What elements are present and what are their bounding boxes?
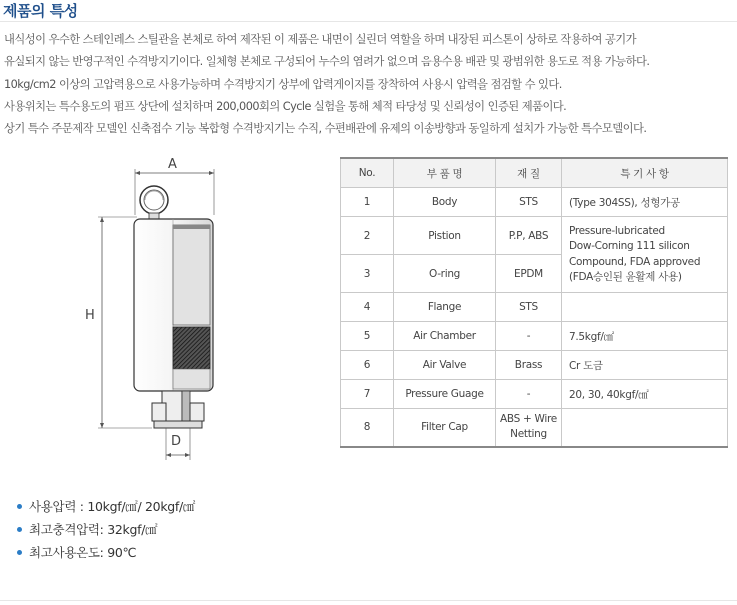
cell-part: Pressure Guage [394,380,496,409]
table-row [341,188,728,217]
cell-material: STS [496,293,562,322]
spec-text: 최고충격압력: 32kgf/㎠ [29,522,158,537]
cell-note: Cr 도금 [562,351,728,380]
parts-spec-table [340,157,728,448]
water-hammer-arrestor-drawing [82,155,302,465]
header-no: No. [341,158,394,188]
table-row [341,351,728,380]
cell-material: Brass [496,351,562,380]
product-description [4,29,734,140]
bullet-icon [17,550,22,555]
cell-material: P.P, ABS [496,217,562,255]
product-drawing [82,155,302,465]
cell-no: 5 [341,322,394,351]
list-item [17,541,195,564]
description-line: 내식성이 우수한 스테인레스 스틸관을 본체로 하여 제작된 이 제품은 내면이 실린더 역할을 하며 내장된 피스톤이 상하로 작용하여 공기가 [4,33,637,46]
note-line: Compound, FDA approved [569,255,701,268]
note-line: (FDA승인된 윤활제 사용) [569,271,682,283]
bullet-icon [17,527,22,532]
list-item [17,495,195,518]
spec-summary-list [17,495,195,564]
note-line: Dow-Corning 111 silicon [569,240,690,252]
cell-note: 20, 30, 40kgf/㎠ [562,380,728,409]
cell-part: O-ring [394,255,496,293]
cell-note: (Type 304SS), 성형가공 [562,188,728,217]
cell-material: EPDM [496,255,562,293]
cell-part: Pistion [394,217,496,255]
cell-note [562,293,728,322]
table-row [341,293,728,322]
section-title: 제품의 특성 [3,2,78,20]
material-line: Netting [510,428,547,441]
dimension-d-label: D [171,434,182,449]
table-row [341,380,728,409]
cell-no: 2 [341,217,394,255]
cell-part: Air Valve [394,351,496,380]
table-row [341,322,728,351]
cell-no: 8 [341,409,394,447]
bottom-divider [0,600,737,601]
cell-part: Flange [394,293,496,322]
header-material: 재 질 [496,158,562,188]
cell-part: Filter Cap [394,409,496,447]
list-item [17,518,195,541]
note-line: Pressure-lubricated [569,224,665,237]
cell-material: - [496,322,562,351]
table-row [341,409,728,447]
cell-no: 4 [341,293,394,322]
table-header-row [341,158,728,188]
cell-no: 7 [341,380,394,409]
cell-material: STS [496,188,562,217]
description-line: 10kg/cm2 이상의 고압력용으로 사용가능하며 수격방지기 상부에 압력게이지를 장착하여 사용시 압력을 점검할 수 있다. [4,77,562,91]
header-notes: 특 기 사 항 [562,158,728,188]
title-divider [0,21,737,22]
cell-material [496,409,562,447]
cell-note [562,409,728,447]
cell-note-merged [562,217,728,293]
description-line: 상기 특수 주문제작 모델인 신축접수 기능 복합형 수격방지기는 수직, 수편배관에 유제의 이송방향과 동일하게 설치가 가능한 특수모델이다. [4,122,647,136]
description-line: 사용위치는 특수용도의 펌프 상단에 설치하며 200,000회의 Cycle 실험을 통해 체적 타당성 및 신뢰성이 인증된 제품이다. [4,99,567,113]
spec-text: 사용압력 : 10kgf/㎠/ 20kgf/㎠ [29,499,196,514]
cell-material: - [496,380,562,409]
cell-no: 6 [341,351,394,380]
spec-text: 최고사용온도: 90℃ [29,545,137,560]
dimension-a-label: A [168,157,177,172]
description-line: 유실되지 않는 반영구적인 수격방지기이다. 일체형 본체로 구성되어 누수의 염려가 없으며 음용수용 배관 및 광범위한 용도로 적용 가능하다. [4,55,650,69]
dimension-h-label: H [85,308,95,323]
cell-no: 3 [341,255,394,293]
cell-part: Body [394,188,496,217]
cell-part: Air Chamber [394,322,496,351]
material-line: ABS + Wire [500,412,557,425]
cell-no: 1 [341,188,394,217]
cell-note: 7.5kgf/㎠ [562,322,728,351]
header-part-name: 부 품 명 [394,158,496,188]
bullet-icon [17,504,22,509]
table-row [341,217,728,255]
